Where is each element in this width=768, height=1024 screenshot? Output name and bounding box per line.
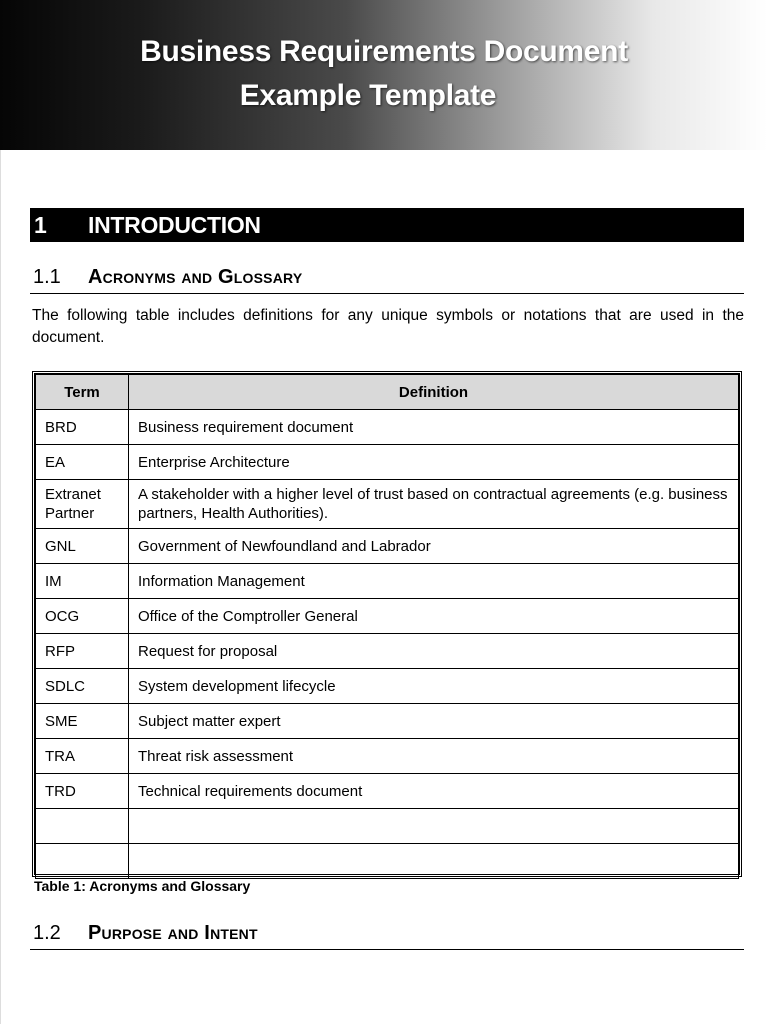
definition-cell: Government of Newfoundland and Labrador [129,529,739,564]
term-cell: SME [36,704,129,739]
definition-cell: Enterprise Architecture [129,445,739,480]
table-caption: Table 1: Acronyms and Glossary [34,878,251,894]
table-row [36,739,739,774]
column-header-definition: Definition [129,375,739,410]
definition-cell: A stakeholder with a higher level of trust based on contractual agreements (e.g. business partners, Health Authorities). [129,480,739,529]
section-title: INTRODUCTION [88,212,261,238]
table-row [36,529,739,564]
definition-cell: Request for proposal [129,634,739,669]
section-number: 1 [34,212,47,238]
subsection-title: Purpose and Intent [88,922,258,944]
glossary-table [32,371,742,877]
definition-cell: Information Management [129,564,739,599]
term-cell: BRD [36,410,129,445]
term-cell: OCG [36,599,129,634]
subsection-title: Acronyms and Glossary [88,266,303,288]
table-row [36,480,739,529]
term-cell: Extranet Partner [36,480,129,529]
term-cell: GNL [36,529,129,564]
subsection-heading-acronyms [30,264,744,294]
table-row [36,774,739,809]
column-header-term: Term [36,375,129,410]
table-row [36,704,739,739]
definition-cell [129,809,739,844]
term-cell: SDLC [36,669,129,704]
term-cell [36,844,129,879]
definition-cell: Subject matter expert [129,704,739,739]
term-cell: IM [36,564,129,599]
definition-cell: System development lifecycle [129,669,739,704]
definition-cell: Technical requirements document [129,774,739,809]
table-row [36,634,739,669]
title-banner [0,0,768,150]
table-header-row [36,375,739,410]
document-title-line2: Example Template [239,79,497,112]
table-row [36,445,739,480]
definition-cell: Business requirement document [129,410,739,445]
table-row [36,599,739,634]
subsection-number: 1.2 [33,922,61,944]
definition-cell: Threat risk assessment [129,739,739,774]
term-cell: TRD [36,774,129,809]
table-row [36,844,739,879]
term-cell: RFP [36,634,129,669]
term-cell: TRA [36,739,129,774]
subsection-heading-purpose [30,920,744,950]
subsection-number: 1.1 [33,266,61,288]
table-row [36,410,739,445]
definition-cell [129,844,739,879]
term-cell: EA [36,445,129,480]
term-cell [36,809,129,844]
table-row [36,669,739,704]
intro-paragraph: The following table includes definitions for any unique symbols or notations that are used in the document. [32,307,744,346]
table-row [36,564,739,599]
document-title-line1: Business Requirements Document [140,35,628,68]
definition-cell: Office of the Comptroller General [129,599,739,634]
section-heading-introduction [30,208,744,242]
table-row [36,809,739,844]
